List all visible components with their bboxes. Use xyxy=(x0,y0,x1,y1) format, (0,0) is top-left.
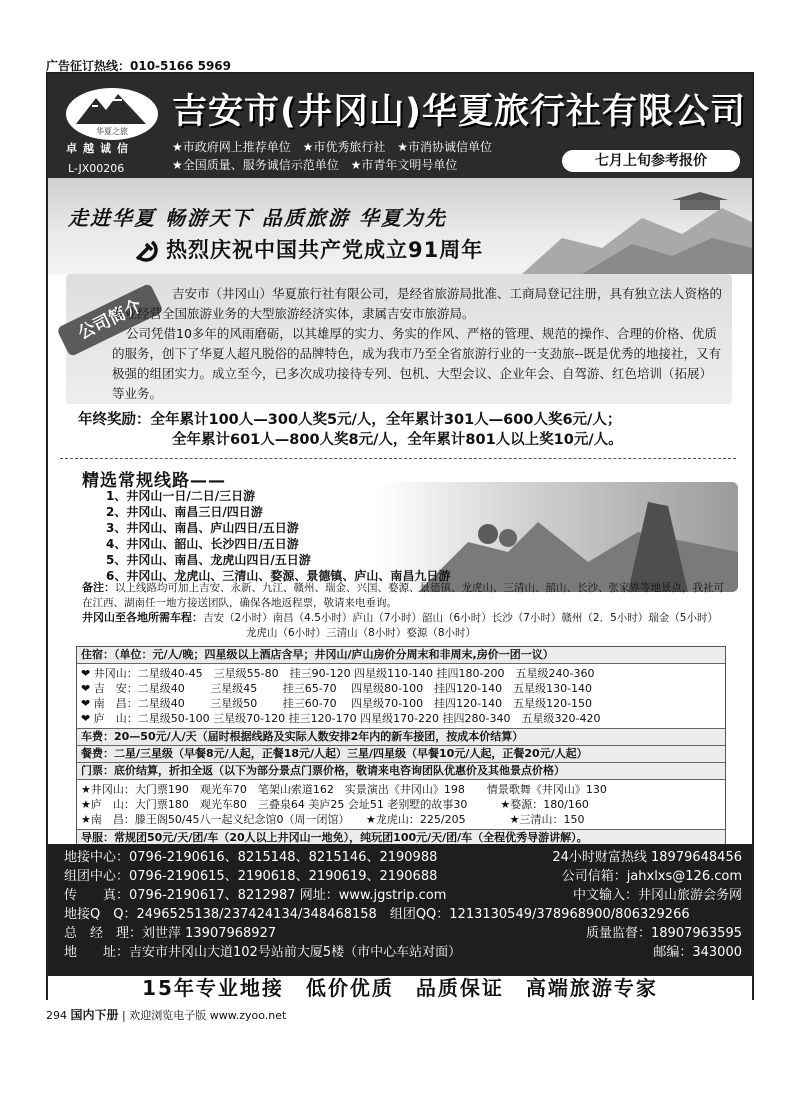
contact-row xyxy=(64,905,742,924)
hotel-price-row: ❤ 南 昌：二星级40 三星级50 挂三60-70 四星级70-100 挂四120-140 五星级120-150 xyxy=(81,697,593,710)
routes-title: 精选常规线路—— xyxy=(82,471,226,491)
routes-remark xyxy=(82,580,732,611)
license-number: L-JX00206 xyxy=(68,162,125,175)
page-footer: 294 国内下册 | 欢迎浏览电子版 www.zyoo.net xyxy=(46,1008,287,1022)
remark-label: 备注： xyxy=(82,581,115,594)
contact-right: 公司信箱：jahxlxs@126.com xyxy=(561,869,742,884)
contact-left: 地接中心：0796-2190616、8215148、8215146、2190988 xyxy=(64,850,438,865)
route-item: 2、井冈山、南昌三日/四日游 xyxy=(106,505,263,519)
routes-list xyxy=(106,488,450,584)
ad-hotline: 广告征订热线：010-5166 5969 xyxy=(46,59,232,73)
lodging-header: 住宿：（单位：元/人/晚；四星级以上酒店含早；井冈山/庐山房价分周末和非周末,房价一团一议） xyxy=(77,647,725,664)
mountain-pavilion-image xyxy=(522,178,752,274)
travel-times-row: 龙虎山（6小时）三清山（8小时）婺源（8小时） xyxy=(246,627,477,639)
honor-item: ★市青年文明号单位 xyxy=(350,158,458,172)
advertisement-frame xyxy=(46,72,754,1000)
footer-text: 欢迎浏览电子版 www.zyoo.net xyxy=(129,1009,287,1022)
route-item: 3、井冈山、南昌、庐山四日/五日游 xyxy=(106,521,299,535)
hotel-price-row: ❤ 吉 安：二星级40 三星级45 挂三65-70 四星级80-100 挂四120-140 五星级130-140 xyxy=(81,682,593,695)
contact-row xyxy=(64,848,742,867)
hotel-prices xyxy=(77,664,725,729)
contact-row xyxy=(64,924,742,943)
header xyxy=(48,74,752,178)
logo-text: 卓越诚信 xyxy=(66,142,134,155)
contact-panel xyxy=(48,844,752,976)
car-fee-row: 车费：20—50元/人/天（届时根据线路及实际人数安排2年内的新车接团，按成本价结算） xyxy=(77,729,725,746)
honor-item: ★市优秀旅行社 xyxy=(302,140,386,154)
hotel-price-row: ❤ 井冈山：二星级40-45 三星级55-80 挂三90-120 四星级110-140 挂四180-200 五星级240-360 xyxy=(81,667,595,680)
travel-times-label: 井冈山至各地所需车程： xyxy=(82,611,203,624)
honor-item: ★市政府网上推荐单位 xyxy=(172,140,291,154)
banner xyxy=(48,178,752,274)
company-intro xyxy=(66,274,732,404)
contact-left: 总 经 理：刘世萍 13907968927 xyxy=(64,926,277,941)
ticket-header: 门票：底价结算，折扣全返（以下为部分景点门票价格，敬请来电咨询团队优惠价及其他景点价格） xyxy=(77,763,725,780)
contact-left: 传 真：0796-2190617、8212987 网址：www.jgstrip.com xyxy=(64,888,447,903)
banner-slogan: 走进华夏 畅游天下 品质旅游 华夏为先 xyxy=(68,206,447,230)
ticket-price-row: ★庐 山：大门票180 观光车80 三叠泉64 美庐25 会址51 老别墅的故事30 ★婺源：180/160 xyxy=(81,798,589,811)
route-item: 4、井冈山、韶山、长沙四日/五日游 xyxy=(106,537,299,551)
contact-left: 地 址：吉安市井冈山大道102号站前大厦5楼（市中心车站对面） xyxy=(64,945,462,960)
ticket-price-row: ★井冈山：大门票190 观光车70 笔架山索道162 实景演出《井冈山》198 情景歌舞《井冈山》130 xyxy=(81,783,607,796)
route-item: 1、井冈山一日/二日/三日游 xyxy=(106,489,256,503)
logo-small-text: 华夏之旅 xyxy=(96,127,128,136)
route-item: 5、井冈山、南昌、龙虎山四日/五日游 xyxy=(106,553,311,567)
reference-price-badge: 七月上旬参考报价 xyxy=(562,150,740,172)
ticket-prices xyxy=(77,780,725,830)
contact-right: 24小时财富热线 18979648456 xyxy=(552,850,742,865)
honor-item: ★市消协诚信单位 xyxy=(397,140,492,154)
contact-right: 质量监督：18907963595 xyxy=(586,926,742,941)
hotel-price-row: ❤ 庐 山：二星级50-100 三星级70-120 挂三120-170 四星级170-220 挂四280-340 五星级320-420 xyxy=(81,712,601,725)
contact-right: 邮编：343000 xyxy=(653,945,742,960)
travel-times-row: 吉安（2小时）南昌（4.5小时）庐山（7小时）韶山（6小时）长沙（7小时）赣州（2．5小时）瑞金（5小时） xyxy=(203,612,718,624)
divider xyxy=(60,458,736,459)
contact-row xyxy=(64,886,742,905)
award-row: 全年累计601人—800人奖8元/人，全年累计801人以上奖10元/人。 xyxy=(172,432,623,448)
contact-row xyxy=(64,867,742,886)
honor-item: ★全国质量、服务诚信示范单位 xyxy=(172,158,339,172)
honors-list xyxy=(172,138,562,174)
travel-times xyxy=(82,610,742,641)
meal-fee-row: 餐费：二星/三星级（早餐8元/人起，正餐18元/人起）三星/四星级（早餐10元/人起，正餐20元/人起） xyxy=(77,746,725,763)
intro-paragraph: 公司凭借10多年的风雨磨砺，以其雄厚的实力、务实的作风、严格的管理、规范的操作、合理的价格、优质的服务，创下了华夏人超凡脱俗的品牌特色，成为我市乃至全省旅游行业的一支劲旅--既是优秀的地接社，又有极强的组团实力。成立至今，已多次成功接待专列、包机、大型会议、企业年会、自驾游、红色培训（拓展）等业务。 xyxy=(112,326,722,401)
company-logo-icon xyxy=(62,84,162,142)
contact-left: 组团中心：0796-2190615、2190618、2190619、2190688 xyxy=(64,869,438,884)
intro-paragraph: 吉安市（井冈山）华夏旅行社有限公司，是经省旅游局批准、工商局登记注册，具有独立法人资格的专业经营全国旅游业务的大型旅游经济实体，隶属吉安市旅游局。 xyxy=(112,286,723,321)
celebration-headline: 热烈庆祝中国共产党成立91周年 xyxy=(166,238,484,262)
section-name: 国内下册 xyxy=(70,1008,119,1022)
contact-row xyxy=(64,943,742,962)
intro-tag: 公司简介 xyxy=(56,283,164,357)
company-name: 吉安市(井冈山)华夏旅行社有限公司 xyxy=(172,92,746,132)
award-row: 年终奖励：全年累计100人—300人奖5元/人，全年累计301人—600人奖6元/人； xyxy=(78,412,622,428)
route-item: 6、井冈山、龙虎山、三清山、婺源、景德镇、庐山、南昌九日游 xyxy=(106,569,451,583)
price-table xyxy=(76,646,726,847)
page-number: 294 xyxy=(46,1009,67,1022)
contact-right: 中文输入：井冈山旅游会务网 xyxy=(572,888,742,903)
bottom-slogan: 15年专业地接 低价优质 品质保证 高端旅游专家 xyxy=(48,976,752,1000)
intro-text xyxy=(112,284,722,404)
contact-left: 地接Q Q：2496525138/237424134/348468158 组团QQ：1213130549/378968900/806329266 xyxy=(64,907,690,922)
guide-fee-row: 导服：常规团50元/天/团/车（20人以上井冈山一地免），纯玩团100元/天/团/车（全程优秀导游讲解）。 xyxy=(77,830,725,846)
ticket-price-row: ★南 昌：滕王阁50/45八一起义纪念馆0（周一闭馆） ★龙虎山：225/205 ★三清山：150 xyxy=(81,813,585,826)
year-end-award xyxy=(78,410,623,450)
remark-text: 以上线路均可加上吉安、永新、九江、赣州、瑞金、兴国、婺源、景德镇、龙虎山、三清山、韶山、长沙、张家界等地景点，我社可在江西、湖南任一地方接送团队，确保各地返程票，敬请来电垂询。 xyxy=(82,582,724,609)
hammer-sickle-icon xyxy=(132,236,160,264)
